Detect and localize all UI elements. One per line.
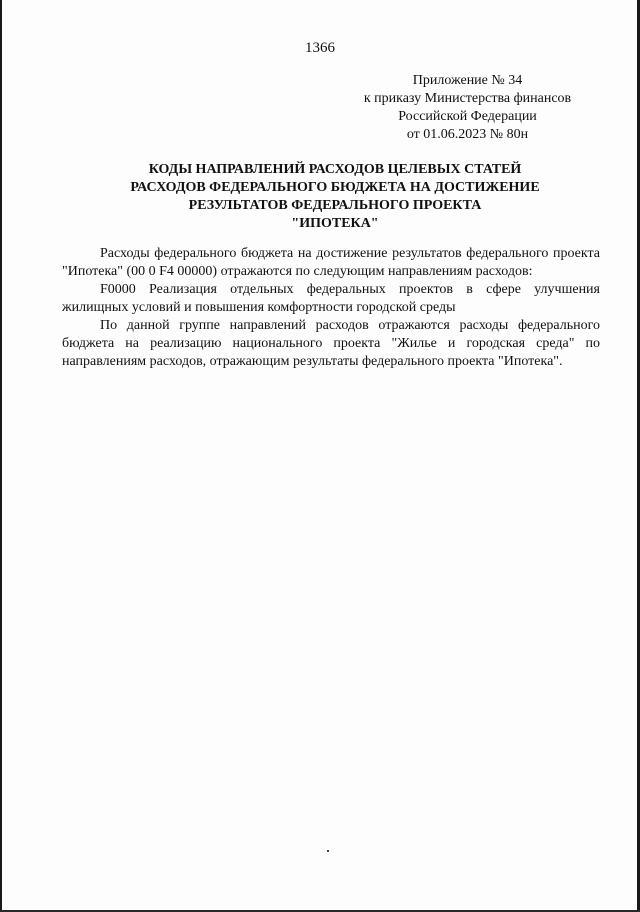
document-body [62,245,600,371]
annex-line: Российской Федерации [398,109,537,124]
annex-line: к приказу Министерства финансов [363,91,572,106]
body-paragraph: По данной группе направлений расходов отражаются расходы федерального бюджета на реализацию национального проекта "Жилье и городская среда" по направлениям расходов, отражающим результаты федерального проекта "Ипотека". [62,318,600,369]
document-title [70,161,600,233]
title-line: "ИПОТЕКА" [291,216,379,231]
scan-edge-left [0,0,2,912]
scan-speck [327,850,329,852]
annex-line: Приложение № 34 [412,73,523,88]
title-line: РЕЗУЛЬТАТОВ ФЕДЕРАЛЬНОГО ПРОЕКТА [188,198,482,213]
body-paragraph: F0000 Реализация отдельных федеральных проектов в сфере улучшения жилищных условий и повышения комфортности городской среды [62,282,600,315]
annex-line: от 01.06.2023 № 80н [406,127,529,142]
page-number: 1366 [305,40,335,56]
title-line: КОДЫ НАПРАВЛЕНИЙ РАСХОДОВ ЦЕЛЕВЫХ СТАТЕЙ [148,162,522,177]
body-paragraph: Расходы федерального бюджета на достижение результатов федерального проекта "Ипотека" (00 0 F4 00000) отражаются по следующим направлениям расходов: [62,246,600,279]
annex-header [330,72,605,144]
title-line: РАСХОДОВ ФЕДЕРАЛЬНОГО БЮДЖЕТА НА ДОСТИЖЕНИЕ [130,180,540,195]
